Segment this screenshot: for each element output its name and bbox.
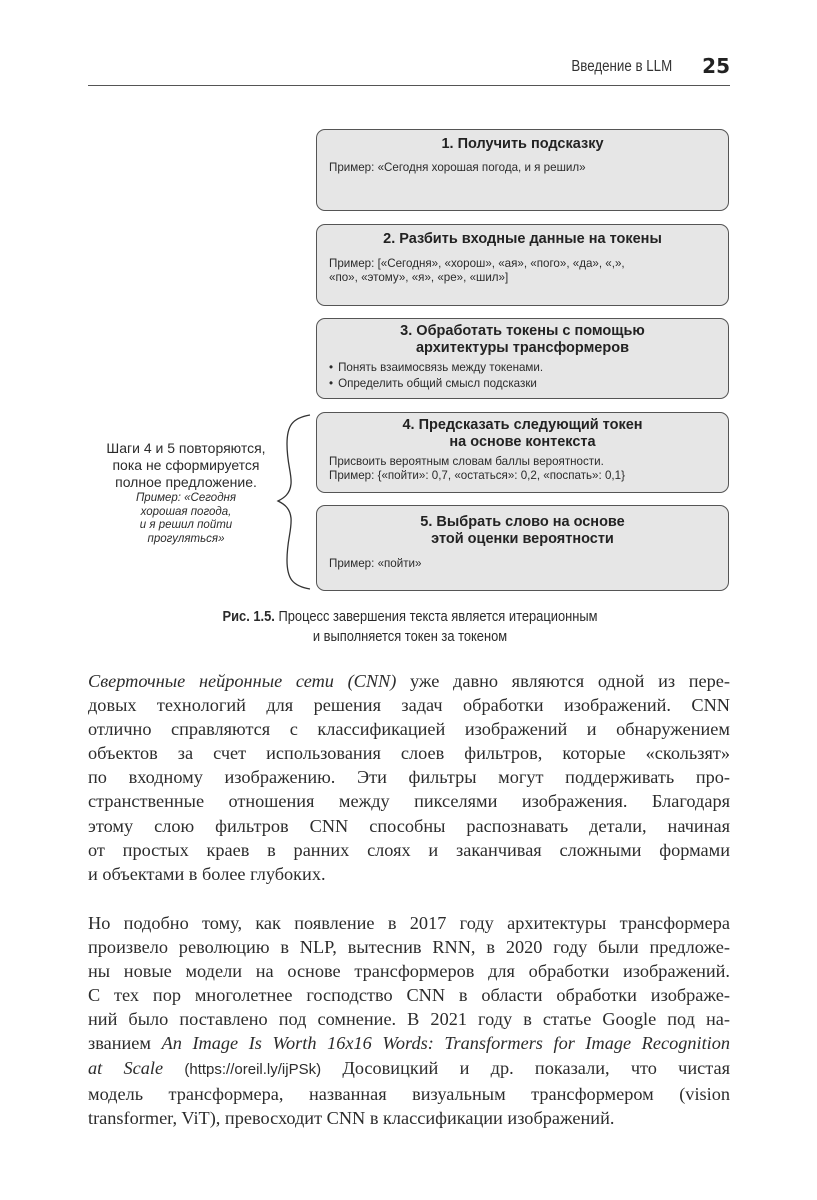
text-line: довых технологий для решения задач обработки изображений. CNN — [88, 695, 730, 716]
repeat-steps-note-main — [78, 440, 294, 491]
text-line: этому слою фильтров CNN способны распознавать детали, начиная — [88, 815, 730, 836]
text-line: transformer, ViT), превосходит CNN в классификации изображений. — [88, 1107, 615, 1128]
step-bullet-list — [329, 360, 716, 392]
repeat-steps-note-example — [78, 492, 294, 546]
repeat-steps-note — [78, 440, 294, 546]
running-head — [88, 50, 730, 86]
text-line — [88, 669, 730, 693]
note-example-line: Пример: «Сегодня — [135, 492, 237, 504]
figure-label: Рис. 1.5. — [222, 608, 275, 625]
note-line: Шаги 4 и 5 повторяются, — [106, 440, 266, 456]
text-line: от простых краев в ранних слоях и заканчивая сложными формами — [88, 839, 730, 860]
text-fragment: Досовицкий и др. показали, что чистая — [321, 1057, 730, 1078]
note-example-line: и я решил пойти — [139, 519, 233, 531]
paper-title-end: at Scale — [88, 1057, 164, 1078]
step-box-1 — [316, 129, 729, 211]
note-example-line: хорошая погода, — [140, 505, 232, 518]
step-bullet: • Понять взаимосвязь между токенами. — [329, 360, 716, 376]
paragraph-vit — [88, 911, 730, 1130]
running-head-section-title: Введение в LLM — [571, 58, 672, 75]
step-example: Пример: «пойти» — [329, 557, 422, 570]
step-title: 2. Разбить входные данные на токены — [383, 231, 662, 247]
step-box-2 — [316, 224, 729, 306]
text-line: и объектами в более глубоких. — [88, 863, 326, 884]
text-line: Но подобно тому, как появление в 2017 году архитектуры трансформера — [88, 913, 730, 933]
step-title-line: этой оценки вероятности — [431, 531, 614, 547]
step-title-line: 4. Предсказать следующий токен — [402, 417, 643, 433]
step-example-line: Пример: {«пойти»: 0,7, «остаться»: 0,2, «поспать»: 0,1} — [329, 468, 625, 482]
text-line: С тех пор многолетнее господство CNN в области обработки изображе- — [88, 985, 730, 1006]
text-line — [88, 1031, 730, 1055]
caption-line: и выполняется токен за токеном — [312, 628, 508, 645]
text-line — [88, 1056, 730, 1082]
text-line: произвело революцию в NLP, вытеснив RNN, в 2020 году были предложе- — [88, 937, 730, 958]
figure-caption — [143, 607, 676, 647]
step-title-line: 5. Выбрать слово на основе — [420, 514, 625, 530]
step-bullet: • Определить общий смысл подсказки — [329, 376, 716, 392]
step-example-line: «по», «этому», «я», «ре», «шил»] — [329, 270, 509, 284]
step-box-5 — [316, 505, 729, 591]
text-line: ний было поставлено под сомнение. В 2021 году в статье Google под на- — [88, 1009, 730, 1030]
step-title — [329, 417, 716, 451]
step-example-line: Присвоить вероятным словам баллы вероятности. — [329, 455, 604, 468]
note-line: полное предложение. — [115, 474, 257, 490]
text-line: модель трансформера, названная визуальным трансформером (vision — [88, 1083, 730, 1104]
step-title: 1. Получить подсказку — [441, 136, 604, 152]
text-fragment: уже давно являются одной из пере- — [396, 671, 730, 691]
text-line: странственные отношения между пикселями изображения. Благодаря — [88, 791, 730, 812]
paper-title: An Image Is Worth 16x16 Words: Transformers for Image Recognition — [161, 1033, 731, 1054]
paper-link[interactable]: (https://oreil.ly/ijPSk) — [184, 1060, 322, 1078]
paragraph-cnn — [88, 669, 730, 886]
text-line: ны новые модели на основе трансформеров для обработки изображений. — [88, 961, 730, 982]
step-box-4 — [316, 412, 729, 493]
step-title — [329, 514, 716, 548]
text-fragment: званием — [88, 1033, 162, 1054]
step-title-line: на основе контекста — [449, 434, 596, 450]
text-line: по входному изображению. Эти фильтры могут поддерживать про- — [88, 767, 730, 788]
step-title-line: 3. Обработать токены с помощью — [400, 323, 645, 339]
step-title-line: архитектуры трансформеров — [415, 340, 630, 356]
note-example-line: прогуляться» — [147, 532, 225, 545]
caption-text: Процесс завершения текста является итерационным — [274, 608, 598, 625]
step-example — [329, 455, 716, 482]
text-line: объектов за счет использования слоев фильтров, которые «скользят» — [88, 743, 730, 764]
page-number: 25 — [702, 54, 730, 78]
step-title — [329, 323, 716, 357]
term-cnn: Сверточные нейронные сети (CNN) — [88, 671, 397, 691]
text-line: отлично справляются с классификацией изображений и обнаружением — [88, 719, 730, 740]
step-example: Пример: «Сегодня хорошая погода, и я решил» — [329, 161, 586, 174]
step-example — [329, 257, 716, 284]
note-line: пока не сформируется — [112, 457, 260, 473]
step-box-3 — [316, 318, 729, 399]
caption-line — [143, 607, 676, 627]
step-example-line: Пример: [«Сегодня», «хорош», «ая», «пого», «да», «,», — [329, 257, 625, 270]
